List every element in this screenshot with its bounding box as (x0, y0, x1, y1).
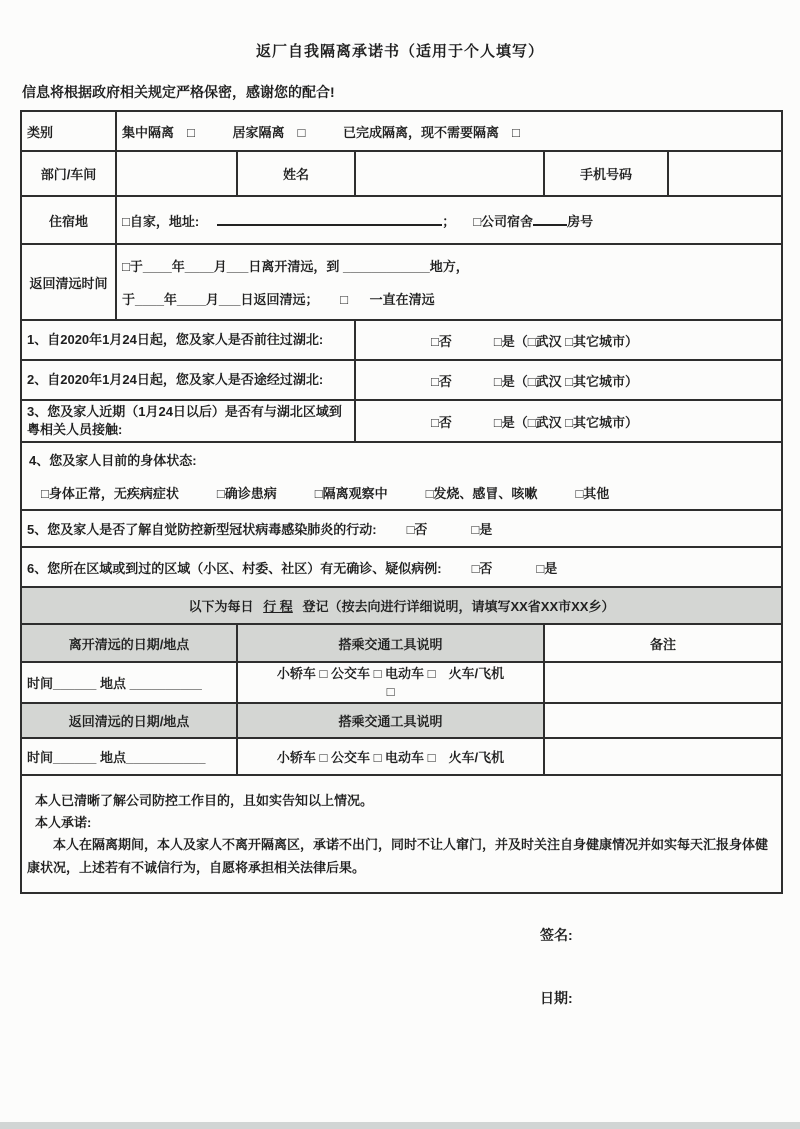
depart-transport-header: 搭乘交通工具说明 (237, 624, 544, 662)
residence-options-cell (116, 196, 782, 244)
return-time-line2 (122, 289, 776, 308)
return-transport-options[interactable]: 小轿车 □ 公交车 □ 电动车 □ 火车/飞机 (237, 738, 544, 775)
category-label: 类别 (21, 111, 116, 151)
signature-label: 签名: (540, 927, 573, 943)
privacy-note: 信息将根据政府相关规定严格保密，感谢您的配合! (22, 84, 335, 100)
question-4-cell (21, 442, 782, 510)
question-5-text: 5、您及家人是否了解自觉防控新型冠状病毒感染肺炎的行动: (27, 522, 377, 538)
question-2-text: 2、自2020年1月24日起，您及家人是否途经过湖北: (21, 360, 355, 400)
dorm-room-blank-line[interactable] (533, 211, 567, 226)
checkbox-option-home-quarantine[interactable]: 居家隔离 □ (232, 124, 306, 140)
trip-log-title-prefix: 以下为每日 (188, 599, 254, 615)
commitment-cell (21, 775, 782, 893)
question-1-answers (355, 320, 782, 360)
checkbox-option-q6-yes[interactable]: □是 (536, 560, 558, 576)
always-in-qingyuan-label: 一直在清远 (369, 292, 435, 307)
checkbox-option-fever-cold-cough[interactable]: □发烧、感冒、咳嗽 (425, 486, 538, 502)
return-remark-header-empty (544, 703, 782, 738)
checkbox-option-q5-no[interactable]: □否 (406, 522, 428, 538)
checkbox-option-completed-quarantine[interactable]: 已完成隔离，现不需要隔离 □ (342, 124, 520, 140)
remark-header: 备注 (544, 624, 782, 662)
trip-log-title-suffix: 登记（按去向进行详细说明，请填写XX省XX市XX乡） (302, 599, 615, 615)
checkbox-option-q6-no[interactable]: □否 (471, 560, 493, 576)
checkbox-option-diagnosed[interactable]: □确诊患病 (216, 486, 277, 502)
checkbox-option-under-observation[interactable]: □隔离观察中 (314, 486, 388, 502)
checkbox-depart-train-plane[interactable]: □ (386, 683, 395, 699)
question-4-options (27, 483, 776, 502)
category-options-cell (116, 111, 782, 151)
name-input-cell[interactable] (355, 151, 544, 196)
question-3-answers (355, 400, 782, 442)
return-time-label: 返回清远时间 (21, 244, 116, 320)
return-remark-input[interactable] (544, 738, 782, 775)
department-label: 部门/车间 (21, 151, 116, 196)
checkbox-option-home-address[interactable]: □自家，地址: (122, 213, 200, 229)
depart-transport-options (237, 662, 544, 703)
checkbox-option-q3-no[interactable]: □否 (431, 414, 452, 430)
department-input-cell[interactable] (116, 151, 237, 196)
depart-remark-input[interactable] (544, 662, 782, 703)
home-address-blank-line[interactable] (217, 211, 442, 226)
return-time-line2-text: 于____年____月___日返回清远； (122, 292, 319, 307)
depart-date-place-header: 离开清远的日期/地点 (21, 624, 237, 662)
question-1-text: 1、自2020年1月24日起，您及家人是否前往过湖北: (21, 320, 355, 360)
question-6-cell (21, 547, 782, 587)
trip-log-title (21, 587, 782, 624)
return-time-line1[interactable]: □于____年____月___日离开清远，到 ____________地方， (122, 259, 469, 274)
return-time-cell (116, 244, 782, 320)
residence-separator: ； (442, 213, 456, 229)
date-label: 日期: (540, 990, 573, 1006)
checkbox-option-q1-yes[interactable]: □是（□武汉 □其它城市） (493, 333, 639, 349)
depart-transport-line1[interactable]: 小轿车 □ 公交车 □ 电动车 □ 火车/飞机 (276, 666, 505, 682)
question-2-answers (355, 360, 782, 400)
checkbox-option-company-dorm[interactable]: □公司宿舍 (473, 213, 534, 229)
page-title: 返厂自我隔离承诺书（适用于个人填写） (255, 43, 544, 60)
phone-input-cell[interactable] (668, 151, 782, 196)
depart-time-place-input[interactable]: 时间______ 地点 __________ (21, 662, 237, 703)
checkbox-option-q2-yes[interactable]: □是（□武汉 □其它城市） (493, 373, 639, 389)
checkbox-option-q5-yes[interactable]: □是 (471, 522, 493, 538)
checkbox-always-in-qingyuan[interactable]: □ (340, 292, 349, 307)
question-6-text: 6、您所在区域或到过的区域（小区、村委、社区）有无确诊、疑似病例: (27, 560, 442, 576)
residence-label: 住宿地 (21, 196, 116, 244)
quarantine-form-table (20, 110, 783, 894)
name-label: 姓名 (237, 151, 355, 196)
checkbox-option-healthy[interactable]: □身体正常，无疾病症状 (41, 486, 179, 502)
trip-log-title-underlined: 行 程 (263, 599, 293, 615)
footer-bar (0, 1122, 800, 1129)
question-3-text: 3、您及家人近期（1月24日以后）是否有与湖北区域到粤相关人员接触: (21, 400, 355, 442)
checkbox-option-other[interactable]: □其他 (575, 486, 610, 502)
phone-label: 手机号码 (544, 151, 668, 196)
return-transport-header: 搭乘交通工具说明 (237, 703, 544, 738)
checkbox-option-q2-no[interactable]: □否 (431, 373, 452, 389)
commitment-body: 本人在隔离期间，本人及家人不离开隔离区，承诺不出门，同时不让人窜门，并及时关注自身健康情况并如实每天汇报身体健康状况，上述若有不诚信行为，自愿将承担相关法律后果。 (27, 837, 769, 875)
question-5-cell (21, 510, 782, 547)
return-time-place-input[interactable]: 时间______ 地点___________ (21, 738, 237, 775)
dorm-room-suffix: 房号 (567, 213, 594, 229)
question-4-text: 4、您及家人目前的身体状态: (29, 453, 197, 469)
checkbox-option-q1-no[interactable]: □否 (431, 333, 452, 349)
commitment-line2: 本人承诺: (35, 815, 92, 831)
checkbox-option-centralized-quarantine[interactable]: 集中隔离 □ (122, 124, 195, 140)
commitment-line1: 本人已清晰了解公司防控工作目的，且如实告知以上情况。 (35, 793, 374, 809)
checkbox-option-q3-yes[interactable]: □是（□武汉 □其它城市） (493, 414, 639, 430)
return-date-place-header: 返回清远的日期/地点 (21, 703, 237, 738)
